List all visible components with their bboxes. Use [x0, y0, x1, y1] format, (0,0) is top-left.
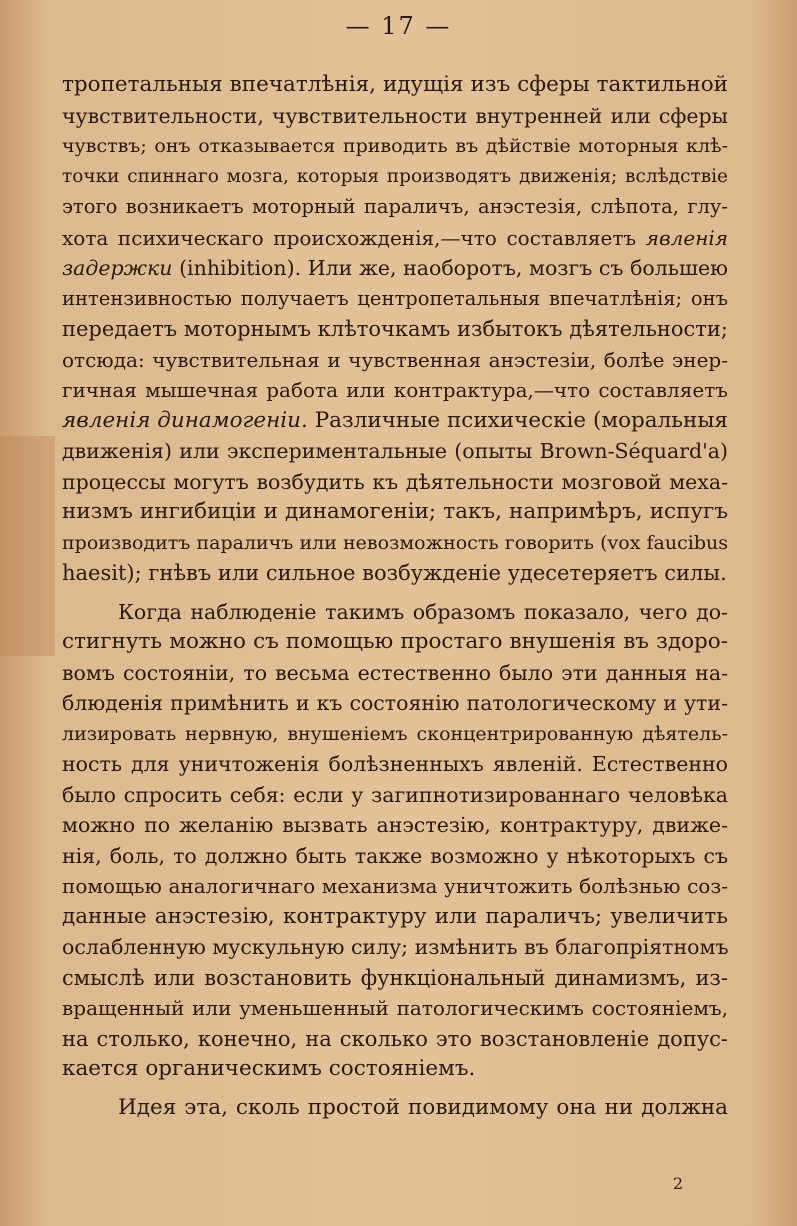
line-text: движенія) или экспериментальные (опыты Brown-Séquard'а)	[62, 439, 728, 463]
line-text: интензивностью получаетъ центропетальныя впечатлѣнія; онъ	[62, 287, 728, 310]
italic-term: явленія динамогеніи.	[62, 408, 308, 433]
text-line	[62, 841, 728, 871]
line-text: стигнуть можно съ помощью простаго внушенія въ здоро-	[62, 629, 728, 654]
line-text: вомъ состояніи, то весьма естественно было эти данныя на-	[62, 661, 728, 685]
line-text: лизировать нервную, внушеніемъ сконцентрированную дѣятель-	[62, 723, 728, 745]
text-line	[62, 70, 728, 100]
line-text: кается органическимъ состояніемъ.	[62, 1056, 476, 1081]
text-line	[62, 810, 728, 840]
line-text: гичная мышечная работа или контрактура,—что составляетъ	[62, 378, 728, 402]
line-text: смыслѣ или возстановить функціональный динамизмъ, из-	[62, 966, 728, 990]
text-line	[62, 597, 728, 627]
line-text: производитъ параличъ или невозможность говорить (vox faucibus	[62, 532, 728, 554]
text-line	[62, 749, 728, 779]
line-text: точки спиннаго мозга, которыя производятъ движенія; вслѣдствіе	[62, 166, 728, 187]
line-text: на столько, конечно, на сколько это возстановленіе допус-	[62, 1027, 728, 1051]
line-text: (inhibition). Или же, наоборотъ, мозгъ съ большею	[179, 256, 728, 280]
text-line	[62, 528, 728, 558]
line-text: можно по желанію вызвать анэстезію, контрактуру, движе-	[62, 813, 728, 837]
italic-term: задержки	[62, 256, 173, 280]
line-text: ослабленную мускульную силу; измѣнить въ благопріятномъ	[62, 935, 729, 959]
line-text: ность для уничтоженія болѣзненныхъ явленій. Естественно	[62, 752, 728, 776]
text-line	[62, 1093, 728, 1123]
text-line	[62, 406, 728, 436]
text-line	[62, 375, 728, 405]
text-line	[62, 253, 728, 283]
text-line	[62, 1054, 728, 1084]
text-line	[62, 131, 728, 161]
line-text: Когда наблюденіе такимъ образомъ показало, чего до-	[118, 600, 728, 624]
line-text: Различные психическіе (моральныя	[314, 408, 728, 433]
text-line	[62, 993, 728, 1023]
line-text: отсюда: чувствительная и чувственная анэстезіи, болѣе энер-	[62, 348, 728, 372]
line-text: было спросить себя: если у загипнотизированнаго человѣка	[62, 783, 728, 807]
text-line	[62, 932, 728, 962]
italic-term: явленія	[645, 226, 729, 250]
text-line	[62, 963, 728, 993]
line-text: передаетъ моторнымъ клѣточкамъ избытокъ дѣятельности;	[62, 317, 728, 341]
text-line	[62, 1024, 728, 1054]
line-text: Идея эта, сколь простой повидимому она ни должна	[118, 1095, 728, 1120]
text-line	[62, 780, 728, 810]
text-line	[62, 162, 728, 192]
line-text: вращенный или уменьшенный патологическимъ состояніемъ,	[62, 996, 728, 1020]
text-line	[62, 192, 728, 222]
line-text: haesit); гнѣвъ или сильное возбужденіе удесетеряетъ силы.	[62, 561, 727, 585]
text-line	[62, 436, 728, 466]
text-line	[62, 345, 728, 375]
line-text: процессы могутъ возбудить къ дѣятельности мозговой меха-	[62, 470, 728, 494]
text-line	[62, 688, 728, 718]
line-text: блюденія примѣнить и къ состоянію патологическому и ути-	[62, 691, 728, 715]
line-text: данные анэстезію, контрактуру или параличъ; увеличить	[62, 904, 728, 929]
text-line	[62, 902, 728, 932]
text-line	[62, 497, 728, 527]
text-line	[62, 871, 728, 901]
line-text: низмъ ингибиціи и динамогеніи; такъ, напримѣръ, испугъ	[62, 499, 728, 524]
text-line	[62, 284, 728, 314]
text-line	[62, 467, 728, 497]
page-number: — 17 —	[345, 12, 452, 40]
text-line	[62, 658, 728, 688]
line-text: нія, боль, то должно быть также возможно у нѣкоторыхъ съ	[62, 844, 728, 868]
text-line	[62, 101, 728, 131]
line-text: хота психическаго происхожденія,—что составляетъ	[62, 226, 637, 250]
text-line	[62, 223, 728, 253]
line-text: помощью аналогичнаго механизма уничтожить болѣзнью соз-	[62, 874, 728, 898]
text-line	[62, 627, 728, 657]
line-text: этого возникаетъ моторный параличъ, анэстезія, слѣпота, глу-	[62, 195, 728, 218]
text-line	[62, 314, 728, 344]
signature-mark: 2	[672, 1174, 683, 1193]
line-text: чувствительности, чувствительности внутренней или сферы	[62, 104, 728, 128]
paper-stain	[0, 436, 55, 656]
line-text: чувствъ; онъ отказывается приводить въ дѣйствіе моторныя клѣ-	[62, 135, 728, 157]
text-line	[62, 558, 728, 588]
line-text: тропетальныя впечатлѣнія, идущія изъ сферы тактильной	[62, 72, 728, 97]
text-line	[62, 719, 728, 749]
